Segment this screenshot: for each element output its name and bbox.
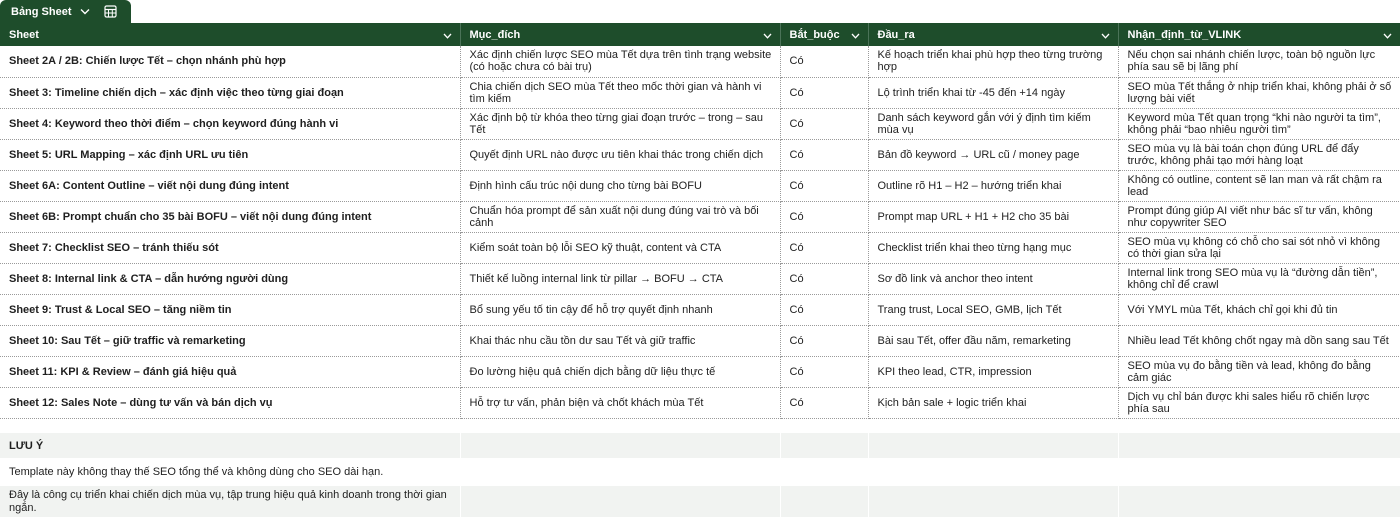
chevron-down-icon[interactable] xyxy=(443,30,452,42)
table-row xyxy=(0,294,1400,325)
notes-heading-row xyxy=(0,433,1400,458)
cell-muc-dich[interactable]: Chia chiến dịch SEO mùa Tết theo mốc thời gian và hành vi tìm kiếm xyxy=(460,77,780,108)
notes-section xyxy=(0,433,1400,517)
cell-dau-ra[interactable]: Kịch bản sale + logic triển khai xyxy=(868,387,1118,418)
column-header-nhan-dinh[interactable]: Nhận_định_từ_VLINK xyxy=(1118,23,1400,46)
table-row xyxy=(0,108,1400,139)
table-row xyxy=(0,387,1400,418)
cell-dau-ra[interactable]: Trang trust, Local SEO, GMB, lịch Tết xyxy=(868,294,1118,325)
cell-sheet[interactable]: Sheet 8: Internal link & CTA – dẫn hướng người dùng xyxy=(0,263,460,294)
cell-bat-buoc[interactable]: Có xyxy=(780,263,868,294)
cell-muc-dich[interactable]: Xác định chiến lược SEO mùa Tết dựa trên tình trạng website (có hoặc chưa có bài trụ) xyxy=(460,46,780,77)
cell-nhan-dinh[interactable]: SEO mùa vụ không có chỗ cho sai sót nhỏ vì không có thời gian sửa lại xyxy=(1118,232,1400,263)
cell-muc-dich[interactable]: Khai thác nhu cầu tồn dư sau Tết và giữ traffic xyxy=(460,325,780,356)
notes-heading[interactable]: LƯU Ý xyxy=(0,433,460,458)
cell-muc-dich[interactable]: Chuẩn hóa prompt để sản xuất nội dung đúng vai trò và bối cảnh xyxy=(460,201,780,232)
sheet-tab[interactable] xyxy=(0,0,131,23)
cell-nhan-dinh[interactable]: Với YMYL mùa Tết, khách chỉ gọi khi đủ tin xyxy=(1118,294,1400,325)
table-row xyxy=(0,325,1400,356)
cell-bat-buoc[interactable]: Có xyxy=(780,356,868,387)
cell-bat-buoc[interactable]: Có xyxy=(780,46,868,77)
cell-sheet[interactable]: Sheet 11: KPI & Review – đánh giá hiệu quả xyxy=(0,356,460,387)
cell-bat-buoc[interactable]: Có xyxy=(780,108,868,139)
sheet-tab-bar xyxy=(0,0,1400,23)
cell-nhan-dinh[interactable]: Internal link trong SEO mùa vụ là “đường dẫn tiền”, không chỉ để crawl xyxy=(1118,263,1400,294)
chevron-down-icon[interactable] xyxy=(80,8,90,15)
table-row xyxy=(0,46,1400,77)
cell-muc-dich[interactable]: Kiểm soát toàn bộ lỗi SEO kỹ thuật, content và CTA xyxy=(460,232,780,263)
chevron-down-icon[interactable] xyxy=(1383,30,1392,42)
cell-bat-buoc[interactable]: Có xyxy=(780,387,868,418)
cell-sheet[interactable]: Sheet 7: Checklist SEO – tránh thiếu sót xyxy=(0,232,460,263)
cell-muc-dich[interactable]: Xác định bộ từ khóa theo từng giai đoạn trước – trong – sau Tết xyxy=(460,108,780,139)
chevron-down-icon[interactable] xyxy=(1101,30,1110,42)
cell-muc-dich[interactable]: Bổ sung yếu tố tin cậy để hỗ trợ quyết định nhanh xyxy=(460,294,780,325)
cell-sheet[interactable]: Sheet 5: URL Mapping – xác định URL ưu tiên xyxy=(0,139,460,170)
cell-nhan-dinh[interactable]: SEO mùa vụ là bài toán chọn đúng URL để đẩy trước, không phải tạo mới hàng loạt xyxy=(1118,139,1400,170)
cell-muc-dich[interactable]: Định hình cấu trúc nội dung cho từng bài BOFU xyxy=(460,170,780,201)
cell-bat-buoc[interactable]: Có xyxy=(780,232,868,263)
cell-dau-ra[interactable]: Bài sau Tết, offer đầu năm, remarketing xyxy=(868,325,1118,356)
table-row xyxy=(0,232,1400,263)
cell-dau-ra[interactable]: Kế hoạch triển khai phù hợp theo từng trường hợp xyxy=(868,46,1118,77)
table-row xyxy=(0,356,1400,387)
table-view-icon[interactable] xyxy=(104,5,117,18)
column-header-dau-ra[interactable]: Đầu_ra xyxy=(868,23,1118,46)
cell-sheet[interactable]: Sheet 9: Trust & Local SEO – tăng niềm tin xyxy=(0,294,460,325)
sheet-table xyxy=(0,23,1400,419)
cell-sheet[interactable]: Sheet 10: Sau Tết – giữ traffic và remarketing xyxy=(0,325,460,356)
cell-nhan-dinh[interactable]: Prompt đúng giúp AI viết như bác sĩ tư vấn, không như copywriter SEO xyxy=(1118,201,1400,232)
chevron-down-icon[interactable] xyxy=(763,30,772,42)
notes-line-row xyxy=(0,458,1400,486)
cell-dau-ra[interactable]: Lộ trình triển khai từ -45 đến +14 ngày xyxy=(868,77,1118,108)
header-row xyxy=(0,23,1400,46)
cell-bat-buoc[interactable]: Có xyxy=(780,170,868,201)
column-header-sheet[interactable]: Sheet xyxy=(0,23,460,46)
cell-bat-buoc[interactable]: Có xyxy=(780,77,868,108)
column-header-muc-dich[interactable]: Mục_đích xyxy=(460,23,780,46)
chevron-down-icon[interactable] xyxy=(851,30,860,42)
cell-muc-dich[interactable]: Đo lường hiệu quả chiến dịch bằng dữ liệu thực tế xyxy=(460,356,780,387)
cell-dau-ra[interactable]: Prompt map URL + H1 + H2 cho 35 bài xyxy=(868,201,1118,232)
cell-muc-dich[interactable]: Quyết định URL nào được ưu tiên khai thác trong chiến dịch xyxy=(460,139,780,170)
cell-muc-dich[interactable]: Hỗ trợ tư vấn, phản biện và chốt khách mùa Tết xyxy=(460,387,780,418)
column-header-bat-buoc[interactable]: Bắt_buộc xyxy=(780,23,868,46)
table-row xyxy=(0,139,1400,170)
cell-nhan-dinh[interactable]: SEO mùa vụ đo bằng tiền và lead, không đo bằng cảm giác xyxy=(1118,356,1400,387)
cell-dau-ra[interactable]: Bản đồ keyword → URL cũ / money page xyxy=(868,139,1118,170)
table-row xyxy=(0,170,1400,201)
cell-bat-buoc[interactable]: Có xyxy=(780,139,868,170)
table-row xyxy=(0,263,1400,294)
cell-sheet[interactable]: Sheet 12: Sales Note – dùng tư vấn và bán dịch vụ xyxy=(0,387,460,418)
cell-nhan-dinh[interactable]: Không có outline, content sẽ lan man và rất chậm ra lead xyxy=(1118,170,1400,201)
cell-dau-ra[interactable]: KPI theo lead, CTR, impression xyxy=(868,356,1118,387)
cell-nhan-dinh[interactable]: Nhiều lead Tết không chốt ngay mà dồn sang sau Tết xyxy=(1118,325,1400,356)
notes-line-2[interactable]: Đây là công cụ triển khai chiến dịch mùa vụ, tập trung hiệu quả kinh doanh trong thời gian ngắn. xyxy=(0,486,460,517)
cell-dau-ra[interactable]: Danh sách keyword gắn với ý định tìm kiếm mùa vụ xyxy=(868,108,1118,139)
cell-sheet[interactable]: Sheet 2A / 2B: Chiến lược Tết – chọn nhánh phù hợp xyxy=(0,46,460,77)
cell-sheet[interactable]: Sheet 3: Timeline chiến dịch – xác định việc theo từng giai đoạn xyxy=(0,77,460,108)
cell-bat-buoc[interactable]: Có xyxy=(780,201,868,232)
table-row xyxy=(0,77,1400,108)
cell-sheet[interactable]: Sheet 4: Keyword theo thời điểm – chọn keyword đúng hành vi xyxy=(0,108,460,139)
cell-nhan-dinh[interactable]: Nếu chọn sai nhánh chiến lược, toàn bộ nguồn lực phía sau sẽ bị lãng phí xyxy=(1118,46,1400,77)
cell-dau-ra[interactable]: Checklist triển khai theo từng hạng mục xyxy=(868,232,1118,263)
cell-nhan-dinh[interactable]: Dịch vụ chỉ bán được khi sales hiểu rõ chiến lược phía sau xyxy=(1118,387,1400,418)
cell-dau-ra[interactable]: Outline rõ H1 – H2 – hướng triển khai xyxy=(868,170,1118,201)
sheet-tab-label: Bảng Sheet xyxy=(11,5,72,18)
cell-dau-ra[interactable]: Sơ đồ link và anchor theo intent xyxy=(868,263,1118,294)
cell-sheet[interactable]: Sheet 6A: Content Outline – viết nội dung đúng intent xyxy=(0,170,460,201)
table-row xyxy=(0,201,1400,232)
cell-sheet[interactable]: Sheet 6B: Prompt chuẩn cho 35 bài BOFU – viết nội dung đúng intent xyxy=(0,201,460,232)
cell-muc-dich[interactable]: Thiết kế luồng internal link từ pillar → BOFU → CTA xyxy=(460,263,780,294)
cell-bat-buoc[interactable]: Có xyxy=(780,294,868,325)
cell-nhan-dinh[interactable]: SEO mùa Tết thắng ở nhịp triển khai, không phải ở số lượng bài viết xyxy=(1118,77,1400,108)
cell-nhan-dinh[interactable]: Keyword mùa Tết quan trọng “khi nào người ta tìm”, không phải “bao nhiêu người tìm” xyxy=(1118,108,1400,139)
notes-line-1[interactable]: Template này không thay thế SEO tổng thể và không dùng cho SEO dài hạn. xyxy=(9,466,384,478)
cell-bat-buoc[interactable]: Có xyxy=(780,325,868,356)
notes-line-row xyxy=(0,486,1400,517)
